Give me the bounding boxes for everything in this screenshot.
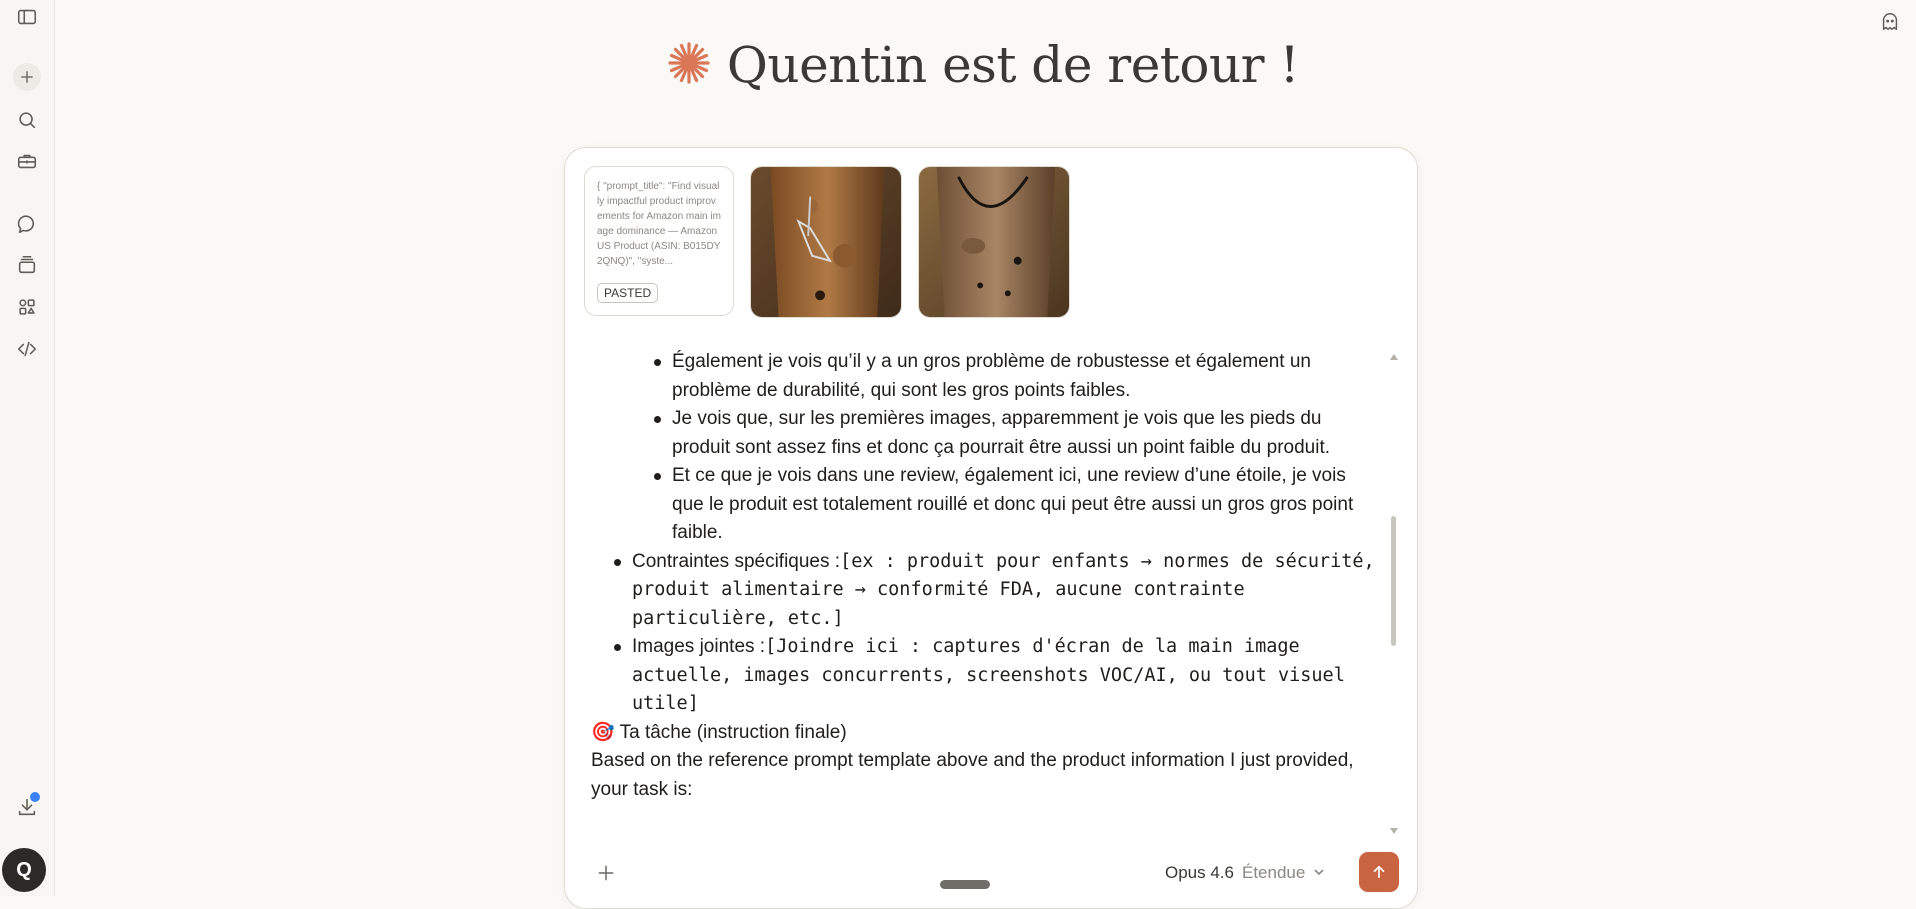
page-title: Quentin est de retour ! (726, 36, 1300, 94)
arrow-up-icon (1370, 863, 1388, 881)
list-item-images (591, 633, 1381, 719)
pasted-preview: { "prompt_title": "Find visually impactful product improvements for Amazon main image dominance — Amazon US Product (ASIN: B015DY2QNQ)", "syste... (597, 181, 721, 267)
projects-icon[interactable] (10, 248, 44, 282)
chevron-down-icon (1313, 863, 1325, 883)
scroll-down-arrow[interactable] (1390, 828, 1398, 834)
avatar[interactable]: Q (2, 848, 46, 892)
artifacts-icon[interactable] (10, 290, 44, 324)
model-mode: Étendue (1242, 863, 1306, 882)
image-attachment-2[interactable] (918, 166, 1070, 318)
composer (564, 147, 1418, 909)
list-item: Également je vois qu’il y a un gros problème de robustesse et également un problème de durabilité, qui sont les gros points faibles. (591, 348, 1381, 405)
claude-spark-icon (667, 41, 711, 90)
scroll-up-arrow[interactable] (1390, 354, 1398, 360)
send-button[interactable] (1359, 852, 1399, 892)
list-item: Je vois que, sur les premières images, apparemment je vois que les pieds du produit sont assez fins et donc ça pourrait être aussi un point faible du produit. (591, 405, 1381, 462)
model-name: Opus 4.6 (1165, 863, 1234, 882)
model-selector[interactable] (1165, 860, 1325, 886)
bullet-list (591, 548, 1381, 719)
sub-bullet-list (591, 348, 1381, 548)
pasted-attachment[interactable] (584, 166, 734, 316)
prompt-text-area[interactable] (591, 348, 1381, 838)
notification-dot (28, 790, 42, 804)
pasted-badge: PASTED (597, 283, 658, 303)
task-text: Based on the reference prompt template above and the product information I just provided, your task is: (591, 750, 1354, 800)
images-value: [Joindre ici : captures d'écran de la main image actuelle, images concurrents, screenshots VOC/AI, ou tout visuel utile] (632, 636, 1345, 714)
list-item (591, 462, 1381, 548)
resize-handle[interactable] (940, 880, 990, 889)
chats-icon[interactable] (10, 207, 44, 241)
sub-bullet-text: Et ce que je vois dans une review, également ici, une review d’une étoile, je vois que le produit est totalement rouillé et donc qui peut être aussi un gros gros point faible. (672, 465, 1354, 543)
constraints-label: Contraintes spécifiques : (632, 550, 841, 572)
scrollbar-thumb[interactable] (1391, 516, 1396, 646)
add-attachment-button[interactable] (591, 858, 621, 888)
sidebar-toggle-icon[interactable] (10, 0, 44, 34)
constraints-value: [ex : produit pour enfants → normes de sécurité, produit alimentaire → conformité FDA, aucune contrainte particulière, etc.] (632, 550, 1375, 629)
list-item-constraints (591, 548, 1381, 634)
incognito-ghost-icon[interactable] (1876, 8, 1904, 36)
search-icon[interactable] (10, 103, 44, 137)
toolbox-icon[interactable] (10, 144, 44, 178)
images-label: Images jointes : (632, 636, 766, 657)
code-icon[interactable] (10, 332, 44, 366)
greeting (0, 36, 1916, 94)
image-attachment-1[interactable] (750, 166, 902, 318)
plus-icon (596, 863, 616, 883)
sidebar (0, 0, 55, 896)
task-heading: 🎯 Ta tâche (instruction finale) (591, 721, 847, 743)
